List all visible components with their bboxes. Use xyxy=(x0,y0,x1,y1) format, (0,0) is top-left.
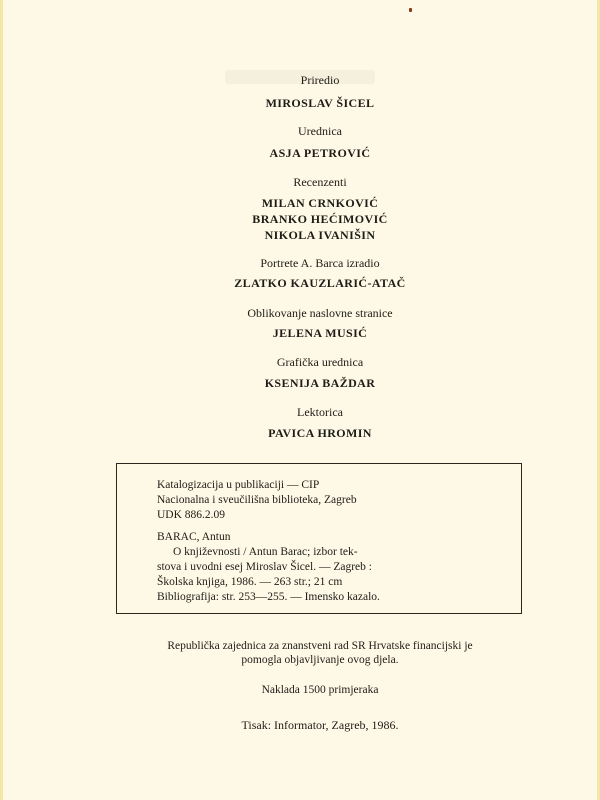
funding-note: pomogla objavljivanje ovog djela. xyxy=(241,654,399,666)
cip-line: O književnosti / Antun Barac; izbor tek- xyxy=(173,546,358,558)
credit-name: KSENIJA BAŽDAR xyxy=(264,376,376,390)
credit-role: Oblikovanje naslovne stranice xyxy=(247,306,393,320)
cip-line: UDK 886.2.09 xyxy=(157,509,226,521)
cip-record-box xyxy=(116,463,522,614)
credit-name: BRANKO HEĆIMOVIĆ xyxy=(252,212,388,226)
credit-role: Priredio xyxy=(300,73,340,87)
credit-name: ZLATKO KAUZLARIĆ-ATAČ xyxy=(234,276,406,290)
credit-name: MILAN CRNKOVIĆ xyxy=(261,196,379,210)
credit-role: Lektorica xyxy=(297,405,343,419)
funding-note: Republička zajednica za znanstveni rad SR Hrvatske financijski je xyxy=(167,640,473,652)
credit-name: ASJA PETROVIĆ xyxy=(269,146,371,160)
cip-line: BARAC, Antun xyxy=(157,531,231,543)
page-edge-left xyxy=(0,0,3,800)
credit-name: JELENA MUSIĆ xyxy=(272,326,368,340)
credit-role: Grafička urednica xyxy=(276,355,364,369)
cip-line: stova i uvodni esej Miroslav Šicel. — Zagreb : xyxy=(157,561,372,573)
printer-info: Tisak: Informator, Zagreb, 1986. xyxy=(241,718,399,732)
credit-role: Urednica xyxy=(298,124,342,138)
credit-role: Portrete A. Barca izradio xyxy=(260,256,380,270)
cip-line: Školska knjiga, 1986. — 263 str.; 21 cm xyxy=(157,576,343,588)
credit-role: Recenzenti xyxy=(293,175,347,189)
cip-line: Nacionalna i sveučilišna biblioteka, Zagreb xyxy=(157,494,357,506)
credit-name: PAVICA HROMIN xyxy=(268,426,372,440)
cip-line: Katalogizacija u publikaciji — CIP xyxy=(157,479,320,491)
print-run: Naklada 1500 primjeraka xyxy=(261,684,379,696)
credit-name: MIROSLAV ŠICEL xyxy=(265,96,375,110)
ink-speck xyxy=(409,8,412,12)
cip-line: Bibliografija: str. 253—255. — Imensko kazalo. xyxy=(157,591,380,603)
credit-name: NIKOLA IVANIŠIN xyxy=(264,228,376,242)
